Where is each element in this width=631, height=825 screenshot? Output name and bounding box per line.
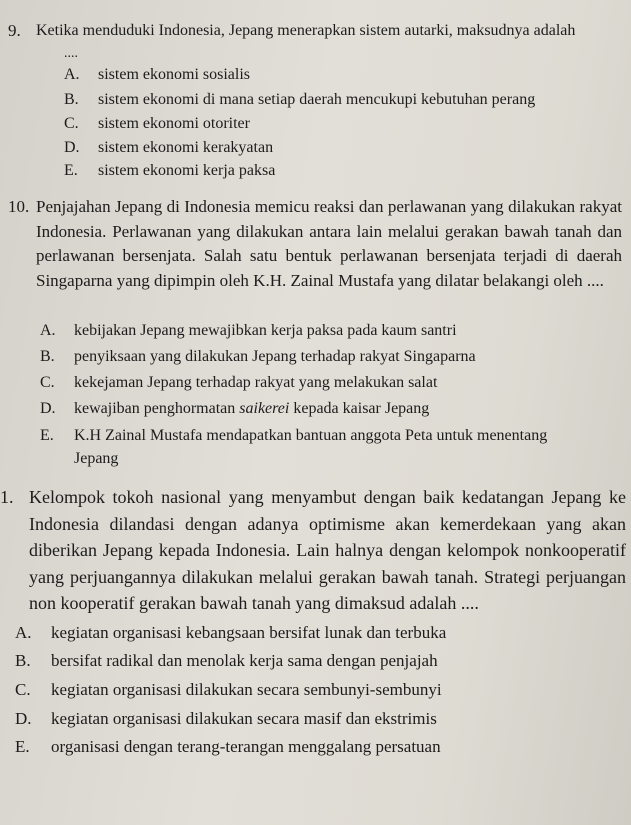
option-letter: D. — [15, 709, 32, 728]
option-text: kegiatan organisasi dilakukan secara masif dan ekstrimis — [51, 709, 437, 728]
option-text: kegiatan organisasi kebangsaan bersifat lunak dan terbuka — [51, 623, 447, 642]
option-text: kegiatan organisasi dilakukan secara sembunyi-sembunyi — [51, 680, 442, 699]
option-text: sistem ekonomi sosialis — [98, 66, 250, 83]
option-letter: C. — [15, 680, 31, 699]
option-text: sistem ekonomi di mana setiap daerah mencukupi kebutuhan perang — [98, 91, 536, 108]
option-letter: D. — [40, 400, 56, 417]
option-text: kekejaman Jepang terhadap rakyat yang melakukan salat — [74, 374, 438, 391]
option-text: kebijakan Jepang mewajibkan kerja paksa pada kaum santri — [74, 322, 457, 339]
option-text — [74, 400, 429, 418]
question-10-text: Penjajahan Jepang di Indonesia memicu reaksi dan perlawanan yang dilakukan rakyat Indonesia. Perlawanan yang dilakukan antara lain melalui gerakan bawah tanah dan perlawanan bersenjata. Salah satu bentuk perlawanan bersenjata terjadi di daerah Singaparna yang dipimpin oleh K.H. Zainal Mustafa yang dilatar belakangi oleh .... — [36, 197, 622, 290]
question-10-option-d[interactable] — [40, 400, 430, 418]
question-11-text: Kelompok tokoh nasional yang menyambut dengan baik kedatangan Jepang ke Indonesia dilandasi dengan adanya optimisme akan kemerdekaan yang akan diberikan Jepang kepada Indonesia. Lain halnya dengan kelompok nonkooperatif yang perjuangannya dilakukan melalui gerakan bawah tanah. Strategi perjuangan non kooperatif gerakan bawah tanah yang dimaksud adalah .... — [29, 487, 626, 613]
question-11-option-a[interactable] — [15, 623, 447, 643]
option-letter: A. — [64, 66, 80, 83]
option-text: organisasi dengan terang-terangan menggalang persatuan — [51, 737, 441, 756]
question-11-option-e[interactable] — [15, 737, 441, 757]
option-text-part: kepada kaisar Jepang — [289, 400, 430, 417]
option-text: penyiksaan yang dilakukan Jepang terhadap rakyat Singaparna — [74, 348, 476, 365]
option-letter: A. — [15, 623, 32, 642]
question-9-option-b[interactable] — [64, 91, 536, 109]
option-text-part: kewajiban penghormatan — [74, 400, 240, 417]
option-text: sistem ekonomi kerakyatan — [98, 139, 274, 156]
question-9-option-e[interactable] — [64, 162, 276, 180]
option-letter: E. — [40, 427, 54, 444]
option-letter: E. — [64, 162, 78, 179]
question-10-number: 10. — [8, 197, 30, 216]
option-letter: E. — [15, 737, 30, 756]
question-11-option-c[interactable] — [15, 680, 442, 700]
option-letter: D. — [64, 139, 80, 156]
option-letter: B. — [15, 651, 31, 670]
question-9-number: 9. — [8, 21, 21, 40]
option-letter: B. — [40, 348, 55, 365]
option-letter: C. — [64, 115, 79, 132]
question-10-option-a[interactable] — [40, 322, 457, 340]
option-text: bersifat radikal dan menolak kerja sama dengan penjajah — [51, 651, 438, 670]
option-letter: B. — [64, 91, 79, 108]
question-11-option-b[interactable] — [15, 651, 438, 671]
question-9-ellipsis: .... — [64, 46, 78, 61]
option-text: K.H Zainal Mustafa mendapatkan bantuan anggota Peta untuk menentang — [74, 427, 548, 444]
question-10-option-e[interactable] — [40, 427, 548, 445]
option-text-italic: saikerei — [239, 400, 290, 417]
option-text: sistem ekonomi otoriter — [98, 115, 250, 132]
option-letter: C. — [40, 374, 55, 391]
question-9-option-d[interactable] — [64, 139, 274, 157]
question-10-option-b[interactable] — [40, 348, 476, 366]
question-11-number: 1. — [0, 487, 14, 507]
question-9-option-a[interactable] — [64, 66, 250, 84]
question-9-option-c[interactable] — [64, 115, 250, 133]
option-text: sistem ekonomi kerja paksa — [98, 162, 276, 179]
option-letter: A. — [40, 322, 56, 339]
question-11-option-d[interactable] — [15, 709, 437, 729]
question-10-option-c[interactable] — [40, 374, 438, 392]
question-10-option-e-continuation: Jepang — [74, 450, 119, 467]
question-9-text: Ketika menduduki Indonesia, Jepang menerapkan sistem autarki, maksudnya adalah — [36, 22, 576, 39]
